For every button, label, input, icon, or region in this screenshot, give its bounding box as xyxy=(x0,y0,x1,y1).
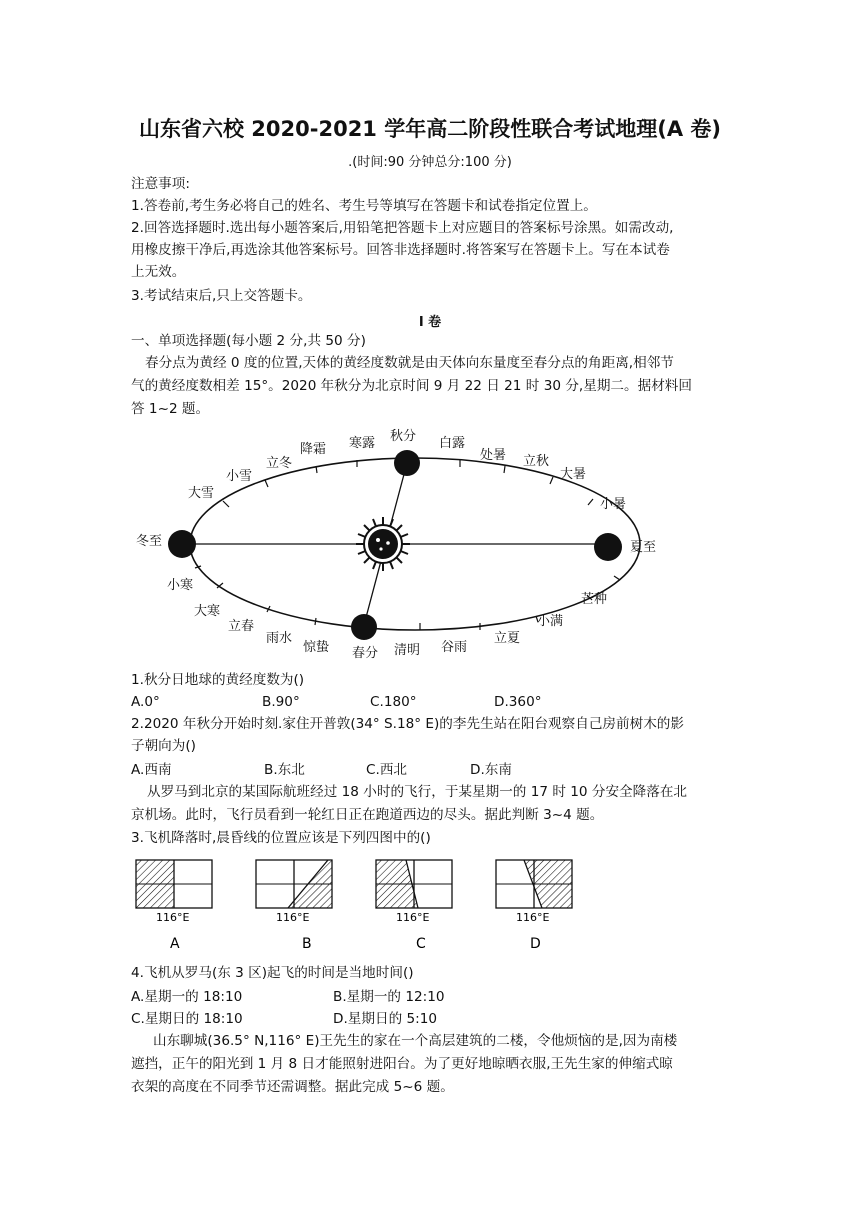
axis-label: 116°E xyxy=(156,911,190,924)
q1-option-c: C.180° xyxy=(370,694,417,710)
axis-label: 116°E xyxy=(396,911,430,924)
page-title: 山东省六校 2020-2021 学年高二阶段性联合考试地理(A 卷) xyxy=(139,117,721,141)
passage-line: 气的黄经度数相差 15°。2020 年秋分为北京时间 9 月 22 日 21 时 30 分,星期二。据材料回 xyxy=(131,378,692,394)
q2-stem: 2.2020 年秋分开始时刻.家住开普敦(34° S.18° E)的李先生站在阳台观察自己房前树木的影 xyxy=(131,716,684,732)
section-heading: 一、单项选择题(每小题 2 分,共 50 分) xyxy=(131,333,366,349)
label-lichun: 立春 xyxy=(228,619,255,634)
q1-option-a: A.0° xyxy=(131,694,160,710)
label-chunfen: 春分 xyxy=(352,646,379,661)
notice-line: 用橡皮擦干净后,再选涂其他答案标号。回答非选择题时.将答案写在答题卡上。写在本试卷 xyxy=(131,242,670,258)
section-label: I 卷 xyxy=(418,315,442,330)
axis-label: 116°E xyxy=(276,911,310,924)
notice-line: 3.考试结束后,只上交答题卡。 xyxy=(131,288,312,304)
q2-option-c: C.西北 xyxy=(366,762,408,778)
q4-option-d: D.星期日的 5:10 xyxy=(333,1011,438,1027)
passage-line: 山东聊城(36.5° N,116° E)王先生的家在一个高层建筑的二楼，令他烦恼的是,因为南楼 xyxy=(153,1033,678,1049)
label-daxue: 大雪 xyxy=(188,486,215,501)
label-jingzhe: 惊蛰 xyxy=(303,640,330,655)
q2-option-b: B.东北 xyxy=(264,762,305,778)
q4-option-c: C.星期日的 18:10 xyxy=(131,1011,243,1027)
option-b-diagram xyxy=(256,860,332,952)
label-chushu: 处暑 xyxy=(480,448,507,463)
sun-icon xyxy=(356,517,410,571)
label-xiazhi: 夏至 xyxy=(630,540,657,555)
label-bailu: 白露 xyxy=(439,436,466,451)
option-d-diagram xyxy=(496,860,572,952)
passage-line: 衣架的高度在不同季节还需调整。据此完成 5~6 题。 xyxy=(131,1079,454,1095)
option-c-diagram xyxy=(376,860,452,952)
passage-line: 答 1~2 题。 xyxy=(131,401,210,417)
q1-option-b: B.90° xyxy=(262,694,300,710)
label-xiaohan: 小寒 xyxy=(167,578,194,593)
axis-label: 116°E xyxy=(516,911,550,924)
label-yushui: 雨水 xyxy=(266,631,293,646)
q4-option-a: A.星期一的 18:10 xyxy=(131,989,243,1005)
earth-xiazhi xyxy=(594,533,622,561)
q1-option-d: D.360° xyxy=(494,694,542,710)
q1-stem: 1.秋分日地球的黄经度数为() xyxy=(131,672,305,688)
label-liqiu: 立秋 xyxy=(523,454,550,469)
notice-line: 2.回答选择题时.选出每小题答案后,用铅笔把答题卡上对应题目的答案标号涂黑。如需改动, xyxy=(131,220,674,236)
option-letter: A xyxy=(170,936,180,952)
earth-dongzhi xyxy=(168,530,196,558)
label-xiaoxue: 小雪 xyxy=(226,469,253,484)
passage-line: 遮挡，正午的阳光到 1 月 8 日才能照射进阳台。为了更好地晾晒衣服,王先生家的伸缩式晾 xyxy=(131,1056,673,1072)
q4-option-b: B.星期一的 12:10 xyxy=(333,989,445,1005)
passage-line: 从罗马到北京的某国际航班经过 18 小时的飞行，于某星期一的 17 时 10 分安全降落在北 xyxy=(147,784,688,800)
page-subtitle: .(时间:90 分钟总分:100 分) xyxy=(348,155,512,170)
option-letter: B xyxy=(302,936,312,952)
q3-stem: 3.飞机降落时,晨昏线的位置应该是下列四图中的() xyxy=(131,830,431,846)
notice-heading: 注意事项: xyxy=(131,176,190,192)
notice-line: 上无效。 xyxy=(131,264,186,280)
label-dongzhi: 冬至 xyxy=(136,534,163,549)
label-lixia: 立夏 xyxy=(494,631,521,646)
label-qiufen: 秋分 xyxy=(390,429,417,444)
label-dashu: 大暑 xyxy=(560,467,587,482)
label-xiaoshu: 小暑 xyxy=(600,497,627,512)
label-dahan: 大寒 xyxy=(194,604,221,619)
passage-line: 京机场。此时，飞行员看到一轮红日正在跑道西边的尽头。据此判断 3~4 题。 xyxy=(131,807,604,823)
label-guyu: 谷雨 xyxy=(441,640,468,655)
earth-chunfen xyxy=(351,614,377,640)
option-letter: D xyxy=(530,936,541,952)
earth-qiufen xyxy=(394,450,420,476)
label-lidong: 立冬 xyxy=(266,456,293,471)
q4-stem: 4.飞机从罗马(东 3 区)起飞的时间是当地时间() xyxy=(131,965,414,981)
q2-option-a: A.西南 xyxy=(131,762,172,778)
option-a-diagram xyxy=(136,860,212,952)
label-shuangjiang: 降霜 xyxy=(300,442,327,457)
label-xiaoman: 小满 xyxy=(537,614,564,629)
passage-line: 春分点为黄经 0 度的位置,天体的黄经度数就是由天体向东量度至春分点的角距离,相邻节 xyxy=(145,355,674,371)
option-letter: C xyxy=(416,936,426,952)
terminator-options xyxy=(130,850,590,955)
notice-line: 1.答卷前,考生务必将自己的姓名、考生号等填写在答题卡和试卷指定位置上。 xyxy=(131,198,597,214)
orbit-diagram xyxy=(120,420,680,670)
q2-stem: 子朝向为() xyxy=(131,738,196,754)
label-qingming: 清明 xyxy=(394,643,421,658)
label-mangzhong: 芒种 xyxy=(581,592,608,607)
q2-option-d: D.东南 xyxy=(470,762,512,778)
label-hanlu: 寒露 xyxy=(349,436,376,451)
